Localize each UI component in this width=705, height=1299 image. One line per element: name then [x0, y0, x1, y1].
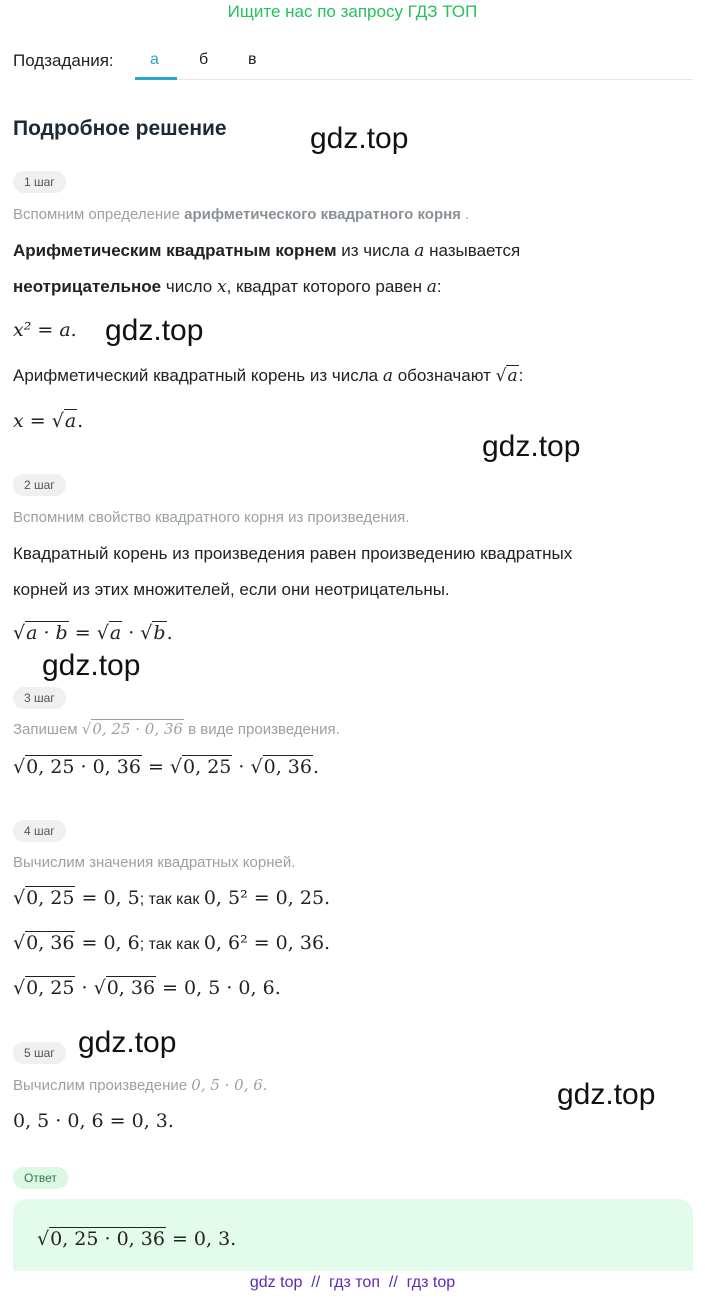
- step-badge: 2 шаг: [13, 474, 66, 496]
- step-badge: 5 шаг: [13, 1042, 66, 1064]
- formula-root-025: √0, 25 = 0, 5; так как 0, 5² = 0, 25.: [13, 887, 331, 909]
- step-badge: 1 шаг: [13, 171, 66, 193]
- watermark: gdz.top: [78, 1026, 177, 1059]
- step-intro: Вычислим произведение 0, 5 · 0, 6.: [13, 1076, 268, 1094]
- notation-line: Арифметический квадратный корень из числа a обозначают √a:: [13, 366, 524, 386]
- formula-root-036: √0, 36 = 0, 6; так как 0, 6² = 0, 36.: [13, 932, 331, 954]
- property-line-1: Квадратный корень из произведения равен произведению квадратных: [13, 544, 573, 563]
- watermark: gdz.top: [557, 1078, 656, 1111]
- solution-heading: Подробное решение: [13, 117, 227, 140]
- formula-root: x = √a.: [13, 410, 84, 432]
- active-tab-indicator: [135, 77, 177, 80]
- subtasks-label: Подзадания:: [13, 51, 114, 70]
- answer-formula: √0, 25 · 0, 36 = 0, 3.: [37, 1228, 237, 1250]
- watermark: gdz.top: [105, 314, 204, 347]
- step-intro: Вспомним свойство квадратного корня из произведения.: [13, 509, 410, 526]
- property-line-2: корней из этих множителей, если они неотрицательны.: [13, 580, 450, 599]
- tabs-divider: [135, 79, 693, 80]
- formula-split: √0, 25 · 0, 36 = √0, 25 · √0, 36.: [13, 756, 320, 778]
- step-intro: Вспомним определение арифметического квадратного корня .: [13, 206, 470, 223]
- watermark: gdz.top: [42, 649, 141, 682]
- tab-v[interactable]: в: [248, 51, 257, 68]
- formula-square: x² = a.: [13, 319, 77, 341]
- formula-product-rule: √a · b = √a · √b.: [13, 622, 173, 644]
- step-intro: Вычислим значения квадратных корней.: [13, 854, 296, 871]
- formula-final-product: 0, 5 · 0, 6 = 0, 3.: [13, 1110, 174, 1132]
- tab-b[interactable]: б: [199, 51, 209, 68]
- search-hint-banner: Ищите нас по запросу ГДЗ ТОП: [227, 2, 478, 21]
- answer-badge: Ответ: [13, 1167, 68, 1189]
- formula-roots-product: √0, 25 · √0, 36 = 0, 5 · 0, 6.: [13, 977, 281, 999]
- watermark: gdz.top: [310, 122, 409, 155]
- step-badge: 3 шаг: [13, 687, 66, 709]
- tab-a[interactable]: а: [150, 51, 159, 68]
- step-intro: Запишем √0, 25 · 0, 36 в виде произведения.: [13, 720, 340, 738]
- watermark: gdz.top: [482, 430, 581, 463]
- definition-line-1: Арифметическим квадратным корнем из числа a называется: [13, 241, 521, 261]
- footer-links: gdz top // гдз топ // гдз top: [249, 1274, 456, 1291]
- definition-line-2: неотрицательное число x, квадрат которого равен a:: [13, 277, 442, 297]
- step-badge: 4 шаг: [13, 820, 66, 842]
